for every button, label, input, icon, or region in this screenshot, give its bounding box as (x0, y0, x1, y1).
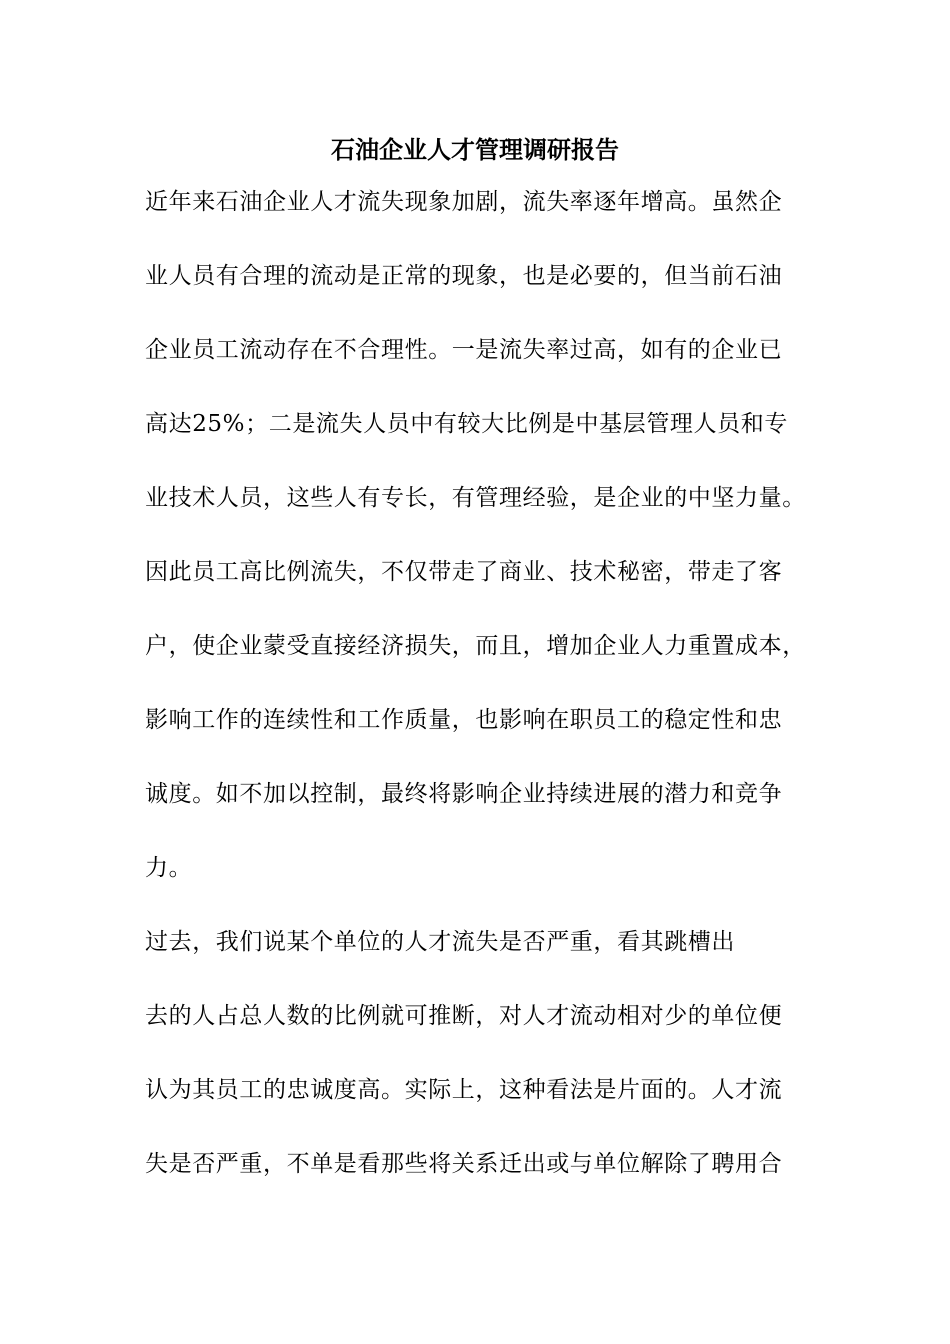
body-line: 业技术人员，这些人有专长，有管理经验，是企业的中坚力量。 (145, 485, 806, 511)
body-line: 影响工作的连续性和工作质量，也影响在职员工的稳定性和忠 (145, 707, 783, 733)
document-title: 石油企业人才管理调研报告 (331, 135, 619, 164)
body-line: 去的人占总人数的比例就可推断，对人才流动相对少的单位便 (145, 1003, 783, 1029)
body-line: 业人员有合理的流动是正常的现象，也是必要的，但当前石油 (145, 263, 783, 289)
body-line: 诚度。如不加以控制，最终将影响企业持续进展的潜力和竞争 (145, 781, 783, 807)
body-line: 失是否严重，不单是看那些将关系迁出或与单位解除了聘用合 (145, 1151, 783, 1177)
body-line: 高达25%；二是流失人员中有较大比例是中基层管理人员和专 (145, 411, 788, 437)
body-line: 过去，我们说某个单位的人才流失是否严重，看其跳槽出 (145, 929, 735, 955)
body-line: 因此员工高比例流失，不仅带走了商业、技术秘密，带走了客 (145, 559, 783, 585)
body-line: 认为其员工的忠诚度高。实际上，这种看法是片面的。人才流 (145, 1077, 783, 1103)
body-line: 户，使企业蒙受直接经济损失，而且，增加企业人力重置成本， (145, 633, 806, 659)
body-line: 近年来石油企业人才流失现象加剧，流失率逐年增高。虽然企 (145, 189, 783, 215)
body-line: 力。 (145, 855, 193, 881)
body-line: 企业员工流动存在不合理性。一是流失率过高，如有的企业已 (145, 337, 783, 363)
